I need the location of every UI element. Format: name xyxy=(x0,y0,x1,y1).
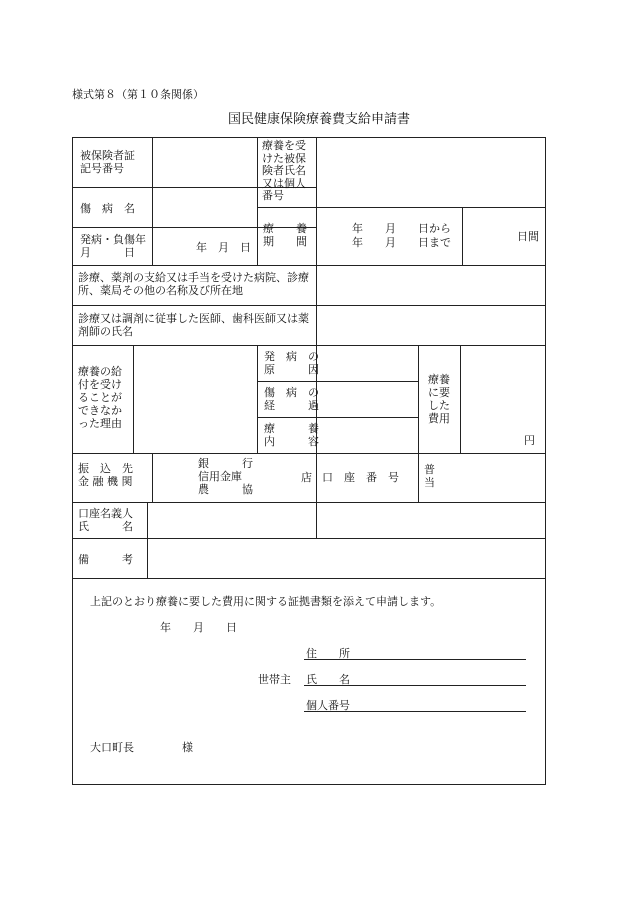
yen-label: 円 xyxy=(524,434,535,447)
treatment-period-label: 療 養 期 間 xyxy=(263,222,307,248)
recipient-name-label: 療養を受 けた被保 険者氏名 又は個人 番号 xyxy=(262,139,306,202)
account-type: 普 当 xyxy=(424,463,435,489)
householder-label: 世帯主 xyxy=(258,673,291,686)
physician-label: 診療又は調剤に従事した医師、歯科医師又は薬剤師の氏名 xyxy=(78,312,309,338)
address-label: 住 所 xyxy=(306,647,350,660)
days-label: 日間 xyxy=(517,230,539,243)
form-number: 様式第８（第１０条関係） xyxy=(72,88,204,101)
onset-date-value: 年 月 日 xyxy=(196,241,251,254)
period-from: 年 月 日から xyxy=(352,222,451,235)
insured-card-number-label: 被保険者証 記号番号 xyxy=(80,149,135,175)
remarks-label: 備 考 xyxy=(78,553,133,566)
form-title: 国民健康保険療養費支給申請書 xyxy=(228,112,411,127)
declaration-statement: 上記のとおり療養に要した費用に関する証拠書類を添えて申請します。 xyxy=(90,595,442,608)
period-to: 年 月 日まで xyxy=(352,236,451,249)
honorific: 様 xyxy=(182,741,193,754)
name-label: 氏 名 xyxy=(306,673,350,686)
account-holder-label: 口座名義人 氏 名 xyxy=(78,507,133,533)
bank-label: 振 込 先 金 融 機 関 xyxy=(78,462,133,488)
cause-label: 発 病 の 原 因 xyxy=(264,350,319,376)
branch-label: 店 xyxy=(301,471,312,484)
progress-label: 傷 病 の 経 過 xyxy=(264,386,319,412)
addressee: 大口町長 xyxy=(90,741,134,754)
institution-label: 診療、薬剤の支給又は手当を受けた病院、診療所、薬局その他の名称及び所在地 xyxy=(78,271,309,297)
onset-date-label: 発病・負傷年 月 日 xyxy=(80,233,146,259)
injury-name-label: 傷 病 名 xyxy=(80,202,135,215)
reason-label: 療養の給 付を受け ることが できなか った理由 xyxy=(78,365,122,430)
declaration-date: 年 月 日 xyxy=(160,621,237,634)
bank-types: 銀 行 信用金庫 農 協 xyxy=(198,457,253,496)
account-number-label: 口 座 番 号 xyxy=(322,471,399,484)
personal-number-label: 個人番号 xyxy=(306,699,350,712)
contents-label: 療 養 内 容 xyxy=(264,422,319,448)
cost-label: 療養 に要 した 費用 xyxy=(428,373,450,425)
